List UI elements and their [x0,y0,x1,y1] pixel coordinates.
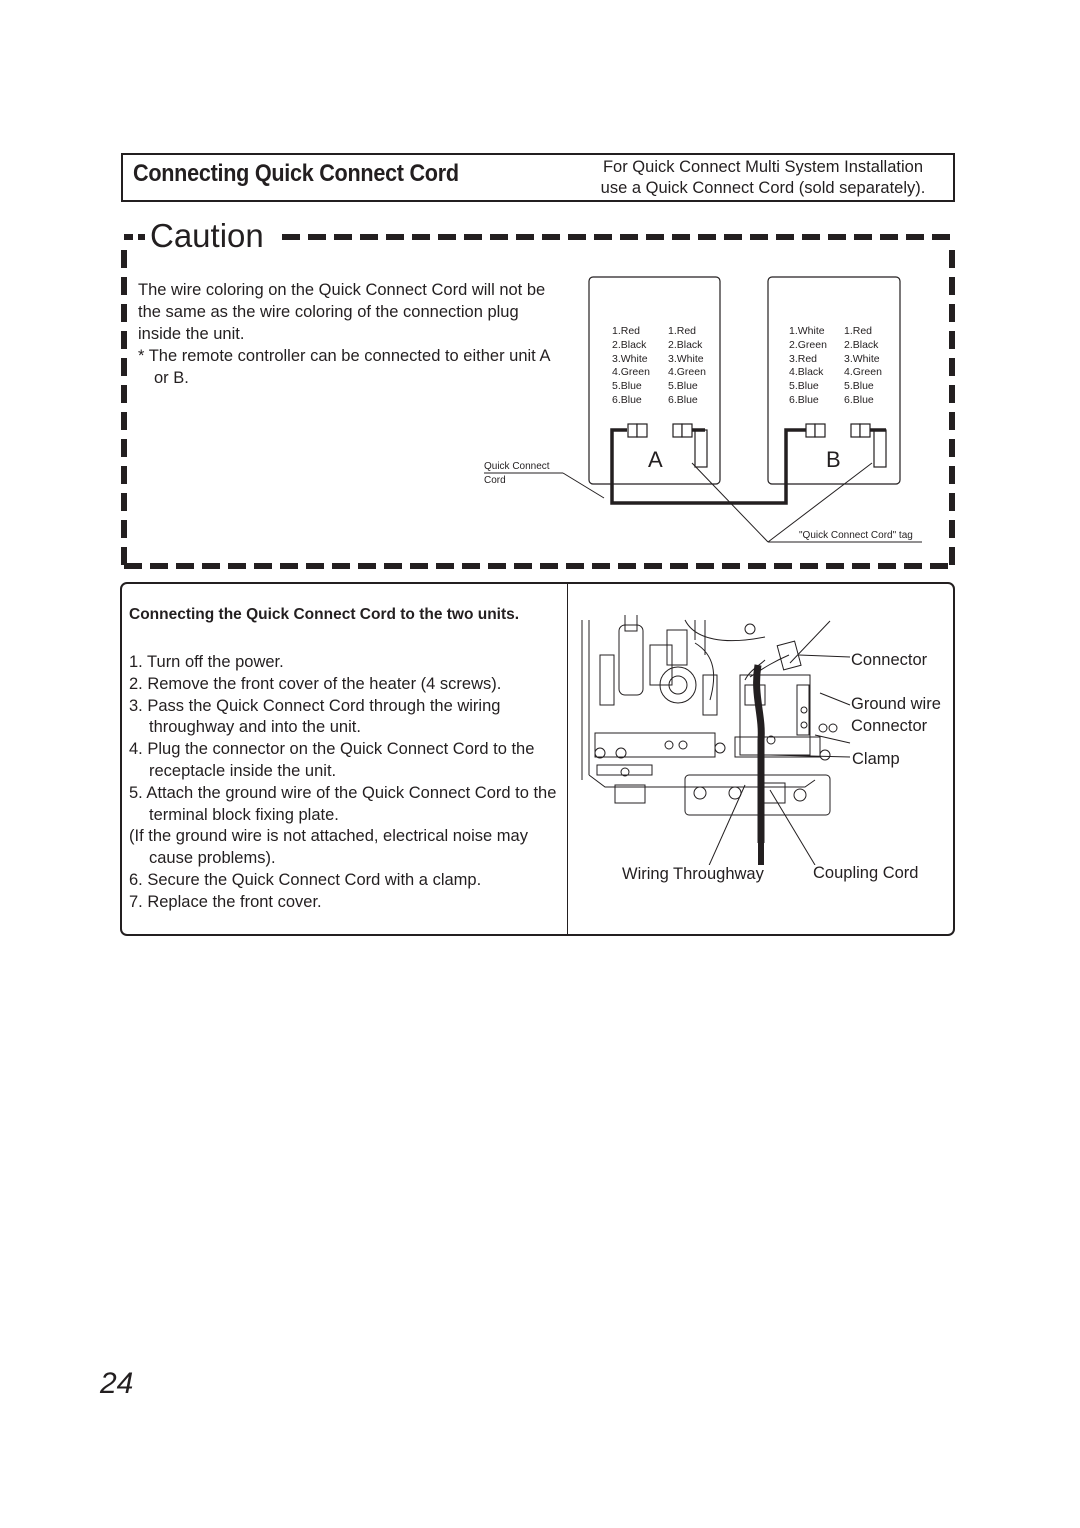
unit-b-left-wire-list [789,325,845,408]
caution-title: Caution [150,217,264,254]
step-item: 4. Plug the connector on the Quick Connect Cord to the receptacle inside the unit. [129,740,535,780]
cord-label-line-2: Cord [484,475,506,486]
wire-label: 2.Green [789,338,827,351]
section-note-line-1: For Quick Connect Multi System Installation [602,158,924,176]
wire-label: 2.Black [612,338,647,351]
clamp-label: Clamp [852,750,900,768]
wire-label: 1.Red [668,325,697,337]
coupling-cord-label: Coupling Cord [813,864,919,882]
step-item: (If the ground wire is not attached, electrical noise may cause problems). [129,827,528,868]
wire-label: 5.Blue [789,380,819,393]
ground-wire-label: Ground wire [851,695,941,713]
instruction-divider [567,584,568,934]
unit-a-right-wire-list [668,325,718,408]
cord-label [484,460,550,488]
instruction-steps [129,652,559,914]
wire-label: 1.Red [844,325,873,337]
wire-label: 1.White [789,325,825,337]
wire-label: 5.Blue [668,380,698,393]
wire-label: 5.Blue [612,380,642,393]
wiring-throughway-label: Wiring Throughway [622,865,764,883]
wire-label: 2.Black [844,338,879,351]
wire-label: 3.White [612,352,648,365]
step-item: 1. Turn off the power. [129,653,284,671]
unit-a-left-wire-list [612,325,672,408]
wire-label: 4.Green [612,366,650,379]
wire-label: 2.Black [668,338,703,351]
unit-a-label: A [648,447,663,472]
wire-label: 4.Black [789,366,824,379]
step-item: 2. Remove the front cover of the heater (4 screws). [129,674,502,693]
step-item: 6. Secure the Quick Connect Cord with a clamp. [129,870,482,889]
wiring-diagram [0,0,1080,600]
wire-label: 4.Green [844,366,882,379]
step-item: 3. Pass the Quick Connect Cord through the wiring throughway and into the unit. [129,696,501,737]
step-item: 7. Replace the front cover. [129,892,322,911]
wire-label: 6.Blue [668,393,698,406]
wire-label: 6.Blue [789,393,819,406]
unit-b-label: B [826,447,841,472]
cord-tag-label: "Quick Connect Cord" tag [799,530,913,541]
wire-label: 3.White [668,352,704,365]
wire-label: 6.Blue [844,393,874,406]
caution-paragraph: The wire coloring on the Quick Connect Cord will not be the same as the wire coloring of the connection plug inside the unit. [138,281,546,343]
step-item: 5. Attach the ground wire of the Quick Connect Cord to the terminal block fixing plate. [129,783,557,824]
section-title: Connecting Quick Connect Cord [133,160,459,187]
connector-label-bottom: Connector [851,717,928,735]
wire-label: 5.Blue [844,380,874,393]
connector-label-top: Connector [851,651,928,669]
wire-label: 6.Blue [612,393,642,406]
caution-note: * The remote controller can be connected to either unit A or B. [138,347,550,387]
wire-label: 1.Red [612,325,641,337]
wire-label: 4.Green [668,366,706,379]
section-note-line-2: use a Quick Connect Cord (sold separately). [600,179,926,197]
page-number: 24 [100,1367,134,1400]
wire-label: 3.White [844,352,880,365]
unit-b-right-wire-list [844,325,896,408]
cord-label-line-1: Quick Connect [484,461,550,472]
instruction-heading: Connecting the Quick Connect Cord to the two units. [129,606,520,623]
wire-label: 3.Red [789,352,818,365]
